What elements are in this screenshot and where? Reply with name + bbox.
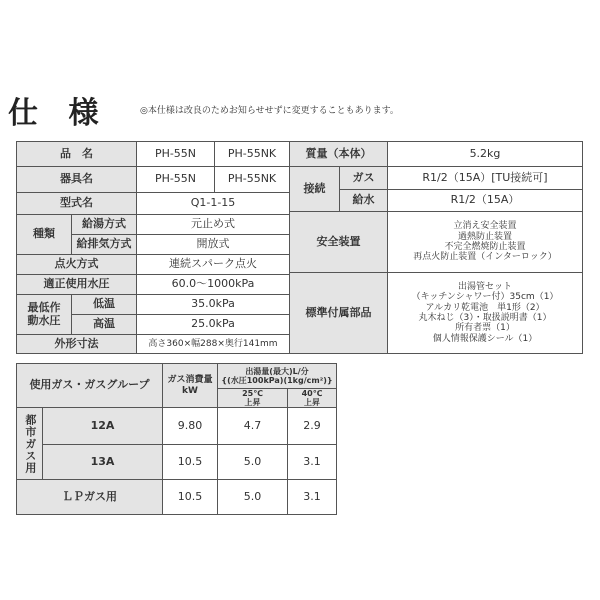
value-katashiki: Q1-1-15 <box>136 192 290 215</box>
fuzoku-item: アルカリ乾電池 単1形（2） <box>425 302 545 313</box>
label-fuzoku: 標準付属部品 <box>289 272 388 354</box>
value-hinmei-2: PH-55NK <box>214 141 290 167</box>
label-hinmei: 品 名 <box>16 141 137 167</box>
label-saitei: 最低作動水圧 <box>16 294 72 335</box>
header-gas-group: 使用ガス・ガスグループ <box>16 363 163 408</box>
anzen-item: 過熱防止装置 <box>457 231 512 242</box>
fuzoku-item: 丸木ねじ（3）・取扱説明書（1） <box>418 313 552 323</box>
anzen-item: 再点火防止装置（インターロック） <box>413 252 557 263</box>
fuzoku-item: 個人情報保護シール（1） <box>432 333 538 344</box>
value-haiki: 開放式 <box>136 234 290 255</box>
label-tenka: 点火方式 <box>16 254 137 275</box>
header-25c: 25℃ 上昇 <box>217 388 288 408</box>
gas-40: 3.1 <box>287 444 337 480</box>
label-haiki: 給排気方式 <box>71 234 137 255</box>
value-gaikei: 高さ360×幅288×奥行141mm <box>136 334 290 354</box>
gas-kw: 10.5 <box>162 444 218 480</box>
value-anzen <box>387 211 583 273</box>
header-output: 出湯量(最大)L/分 {(水圧100kPa)(1kg/cm²)} <box>217 363 337 389</box>
gas-40: 3.1 <box>287 479 337 515</box>
value-kyuto: 元止め式 <box>136 214 290 235</box>
gas-name: 12A <box>42 407 163 445</box>
label-gaikei: 外形寸法 <box>16 334 137 354</box>
value-kigumei-2: PH-55NK <box>214 166 290 193</box>
anzen-item: 不完全燃焼防止装置 <box>444 242 526 252</box>
label-kyuto: 給湯方式 <box>71 214 137 235</box>
gas-name: 13A <box>42 444 163 480</box>
value-tenka: 連続スパーク点火 <box>136 254 290 275</box>
value-suiatsu: 60.0〜1000kPa <box>136 274 290 295</box>
value-water: R1/2（15A） <box>387 189 583 212</box>
value-low: 35.0kPa <box>136 294 290 315</box>
fuzoku-item: 所有者票（1） <box>455 323 515 334</box>
header-consumption: ガス消費量 kW <box>162 363 218 408</box>
disclaimer-note: ◎本仕様は改良のためお知らせせずに変更することもあります。 <box>140 106 399 116</box>
value-kigumei-1: PH-55N <box>136 166 215 193</box>
label-shurui: 種類 <box>16 214 72 255</box>
gas-name: ＬＰガス用 <box>16 479 163 515</box>
value-shitsuryo: 5.2kg <box>387 141 583 167</box>
label-katashiki: 型式名 <box>16 192 137 215</box>
value-gas: R1/2（15A）[TU接続可] <box>387 166 583 190</box>
label-gas: ガス <box>339 166 388 190</box>
label-low: 低温 <box>71 294 137 315</box>
fuzoku-item: 出湯管セット <box>457 281 512 292</box>
header-40c: 40℃ 上昇 <box>287 388 337 408</box>
gas-25: 5.0 <box>217 444 288 480</box>
page-title: 仕 様 <box>8 96 109 131</box>
gas-40: 2.9 <box>287 407 337 445</box>
label-kigumei: 器具名 <box>16 166 137 193</box>
label-suiatsu: 適正使用水圧 <box>16 274 137 295</box>
label-shitsuryo: 質量（本体） <box>289 141 388 167</box>
gas-25: 5.0 <box>217 479 288 515</box>
value-high: 25.0kPa <box>136 314 290 335</box>
gas-kw: 9.80 <box>162 407 218 445</box>
label-city-gas: 都市ガス用 <box>16 407 43 480</box>
label-setsuzoku: 接続 <box>289 166 340 212</box>
value-hinmei-1: PH-55N <box>136 141 215 167</box>
value-fuzoku <box>387 272 583 354</box>
label-anzen: 安全装置 <box>289 211 388 273</box>
gas-25: 4.7 <box>217 407 288 445</box>
fuzoku-item: （キッチンシャワー付）35cm（1） <box>411 292 559 303</box>
label-high: 高温 <box>71 314 137 335</box>
label-water: 給水 <box>339 189 388 212</box>
anzen-item: 立消え安全装置 <box>453 221 517 232</box>
gas-kw: 10.5 <box>162 479 218 515</box>
